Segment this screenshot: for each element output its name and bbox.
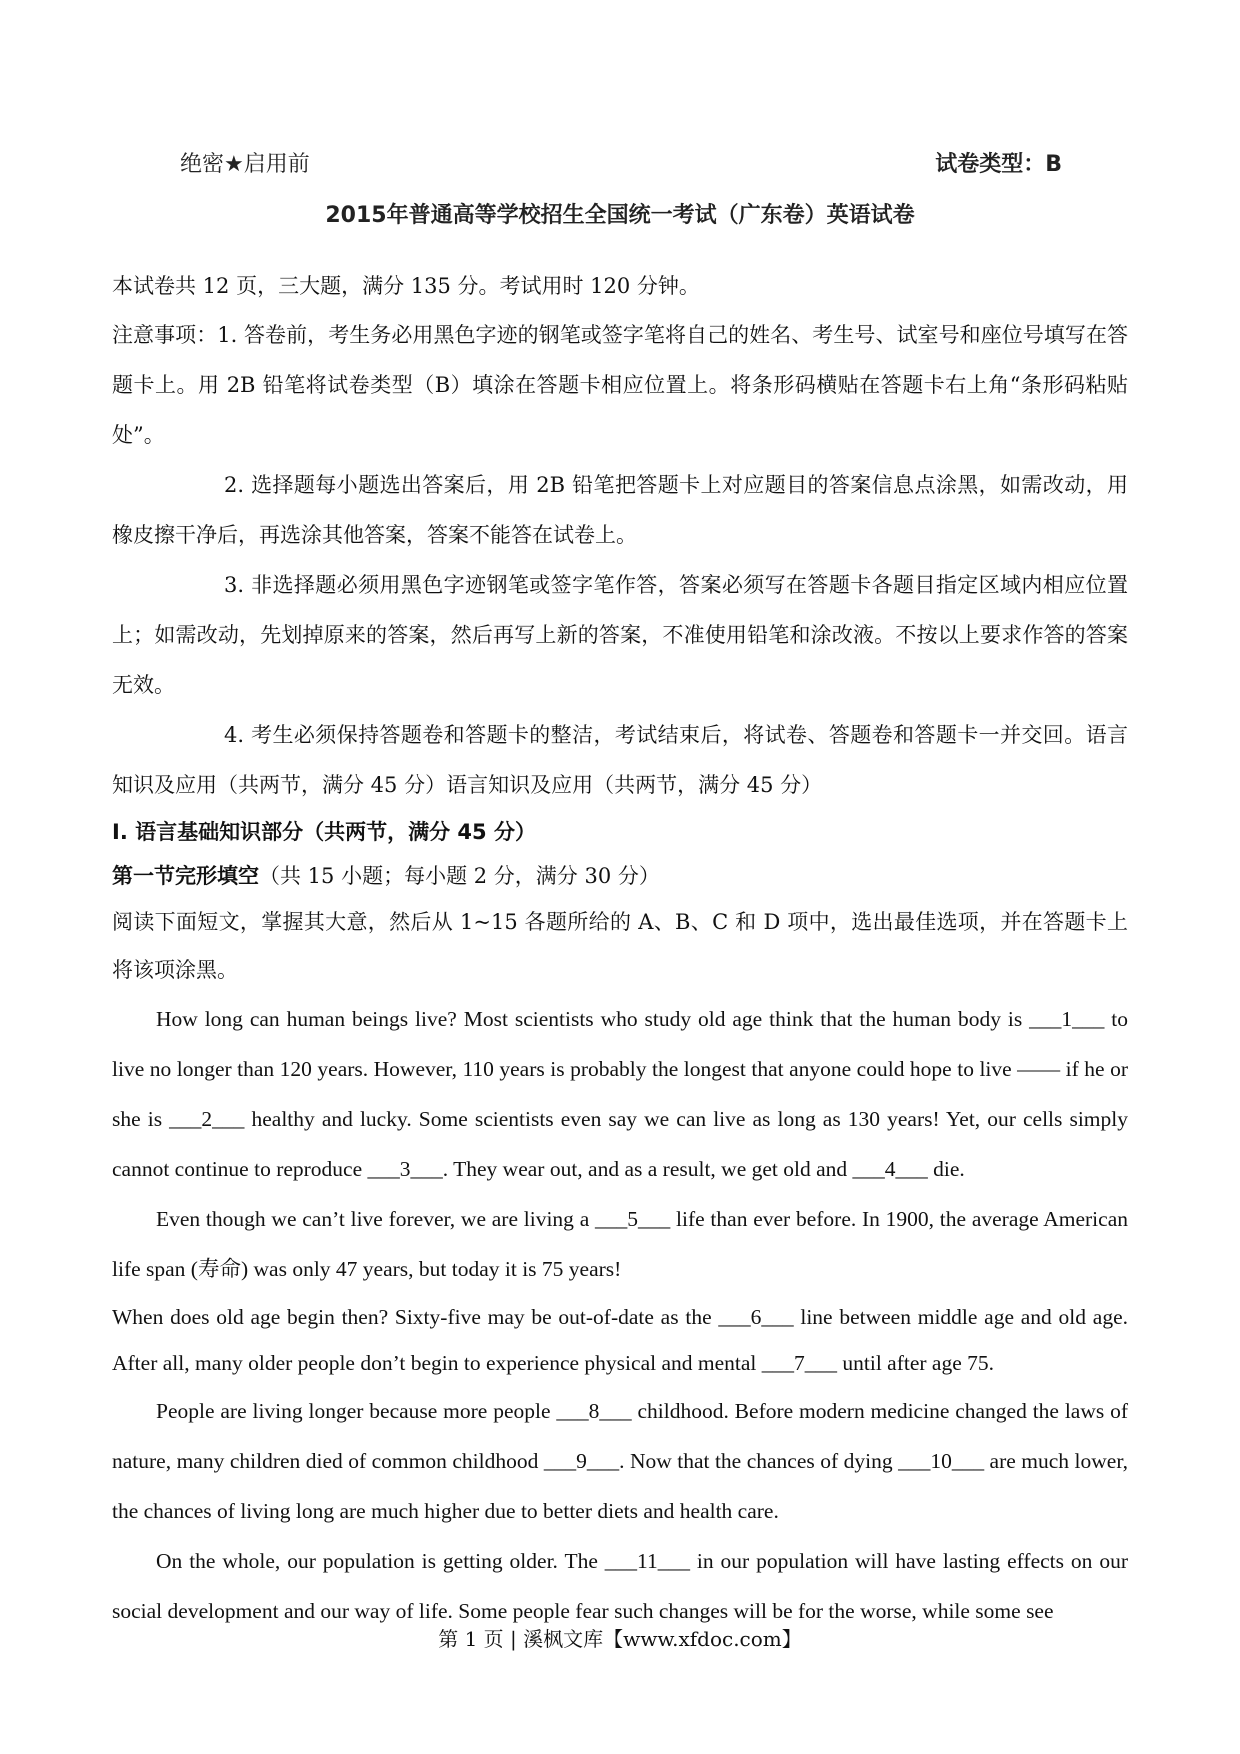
- passage-paragraph-3: When does old age begin then? Sixty-five may be out-of-date as the ___6___ line between middle age and old age. After all, many older people don’t begin to experience physical and mental ___7___ until after age 75.: [112, 1305, 1128, 1375]
- note-2: 2. 选择题每小题选出答案后，用 2B 铅笔把答题卡上对应题目的答案信息点涂黑，如需改动，用橡皮擦干净后，再选涂其他答案，答案不能答在试卷上。: [112, 473, 1128, 547]
- note-1: 注意事项：1. 答卷前，考生务必用黑色字迹的钢笔或签字笔将自己的姓名、考生号、试室号和座位号填写在答题卡上。用 2B 铅笔将试卷类型（B）填涂在答题卡相应位置上。将条形码横贴在答题卡右上角“条形码粘贴处”。: [112, 323, 1128, 447]
- exam-title: 2015年普通高等学校招生全国统一考试（广东卷）英语试卷: [325, 203, 915, 228]
- confidential-label: 绝密★启用前: [180, 152, 310, 177]
- passage-paragraph-4: People are living longer because more people ___8___ childhood. Before modern medicine changed the laws of nature, many children died of common childhood ___9___. Now that the chances of dying ___10___ are much lower, the chances of living long are much higher due to better diets and health care.: [112, 1399, 1128, 1523]
- exam-body: [112, 262, 1128, 1636]
- note-4: 4. 考生必须保持答题卷和答题卡的整洁，考试结束后，将试卷、答题卷和答题卡一并交回。语言知识及应用（共两节，满分 45 分）语言知识及应用（共两节，满分 45 分）: [112, 723, 1128, 797]
- section-title-detail: （共 15 小题；每小题 2 分，满分 30 分）: [259, 864, 660, 888]
- section-title-bold: 第一节完形填空: [112, 864, 259, 888]
- passage-paragraph-2: Even though we can’t live forever, we are living a ___5___ life than ever before. In 1900, the average American life span (寿命) was only 47 years, but today it is 75 years!: [112, 1207, 1128, 1281]
- section-title: [112, 854, 1128, 898]
- page-footer: 第 1 页 | 溪枫文库【www.xfdoc.com】: [438, 1627, 802, 1651]
- cloze-instruction: 阅读下面短文，掌握其大意，然后从 1~15 各题所给的 A、B、C 和 D 项中，选出最佳选项，并在答题卡上将该项涂黑。: [112, 910, 1128, 982]
- intro-line: 本试卷共 12 页，三大题，满分 135 分。考试用时 120 分钟。: [112, 274, 700, 298]
- passage-paragraph-1: How long can human beings live? Most scientists who study old age think that the human body is ___1___ to live no longer than 120 years. However, 110 years is probably the longest that anyone could hope to live —— if he or she is ___2___ healthy and lucky. Some scientists even say we can live as long as 130 years! Yet, our cells simply cannot continue to reproduce ___3___. They wear out, and as a result, we get old and ___4___ die.: [112, 1007, 1128, 1181]
- part-title: I. 语言基础知识部分（共两节，满分 45 分）: [112, 820, 536, 844]
- paper-type-label: 试卷类型：B: [935, 152, 1062, 177]
- note-3: 3. 非选择题必须用黑色字迹钢笔或签字笔作答，答案必须写在答题卡各题目指定区域内相应位置上；如需改动，先划掉原来的答案，然后再写上新的答案，不准使用铅笔和涂改液。不按以上要求作答的答案无效。: [112, 573, 1128, 697]
- passage-paragraph-5: On the whole, our population is getting older. The ___11___ in our population will have lasting effects on our social development and our way of life. Some people fear such changes will be for the worse, while some see: [112, 1549, 1128, 1623]
